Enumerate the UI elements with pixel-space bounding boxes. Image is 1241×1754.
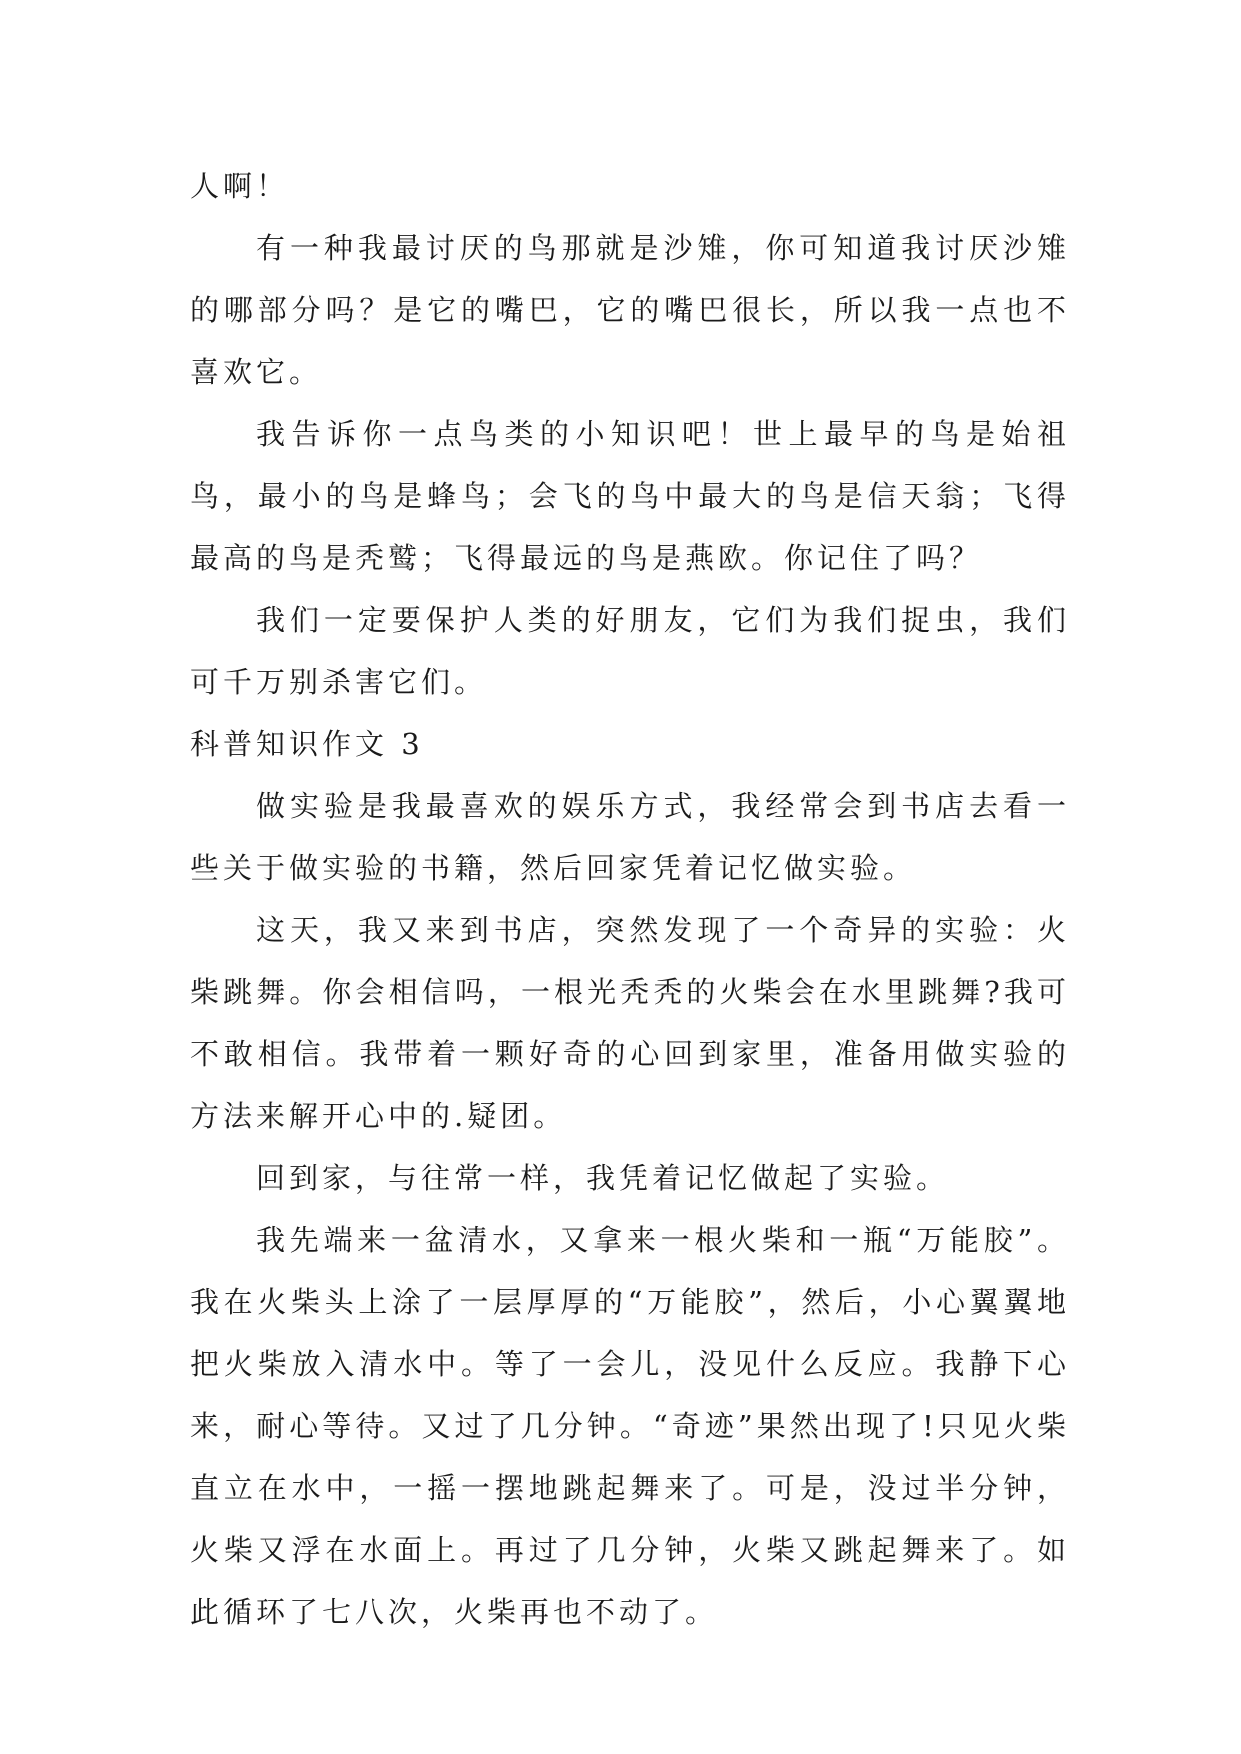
paragraph-bird-facts: 我告诉你一点鸟类的小知识吧！世上最早的鸟是始祖鸟，最小的鸟是蜂鸟；会飞的鸟中最大的鸟是信天翁；飞得最高的鸟是秃鹫；飞得最远的鸟是燕欧。你记住了吗？ (190, 417, 1070, 575)
paragraph-experiments-intro: 做实验是我最喜欢的娱乐方式，我经常会到书店去看一些关于做实验的书籍，然后回家凭着记忆做实验。 (190, 789, 1070, 885)
paragraph-experiment-steps: 我先端来一盆清水，又拿来一根火柴和一瓶“万能胶”。我在火柴头上涂了一层厚厚的“万能胶”，然后，小心翼翼地把火柴放入清水中。等了一会儿，没见什么反应。我静下心来，耐心等待。又过了几分钟。“奇迹”果然出现了!只见火柴直立在水中，一摇一摆地跳起舞来了。可是，没过半分钟，火柴又浮在水面上。再过了几分钟，火柴又跳起舞来了。如此循环了七八次，火柴再也不动了。 (190, 1223, 1070, 1629)
paragraph-back-home: 回到家，与往常一样，我凭着记忆做起了实验。 (256, 1161, 950, 1195)
paragraph-protect-birds: 我们一定要保护人类的好朋友，它们为我们捉虫，我们可千万别杀害它们。 (190, 603, 1070, 699)
paragraph-continuation: 人啊！ (190, 169, 290, 203)
document-body (190, 155, 1070, 1643)
paragraph-bookstore: 这天，我又来到书店，突然发现了一个奇异的实验：火柴跳舞。你会相信吗，一根光秃秃的火柴会在水里跳舞?我可不敢相信。我带着一颗好奇的心回到家里，准备用做实验的方法来解开心中的.疑团。 (190, 913, 1070, 1133)
paragraph-disliked-bird: 有一种我最讨厌的鸟那就是沙雉，你可知道我讨厌沙雉的哪部分吗？是它的嘴巴，它的嘴巴很长，所以我一点也不喜欢它。 (190, 231, 1070, 389)
section-heading: 科普知识作文 3 (190, 727, 424, 761)
